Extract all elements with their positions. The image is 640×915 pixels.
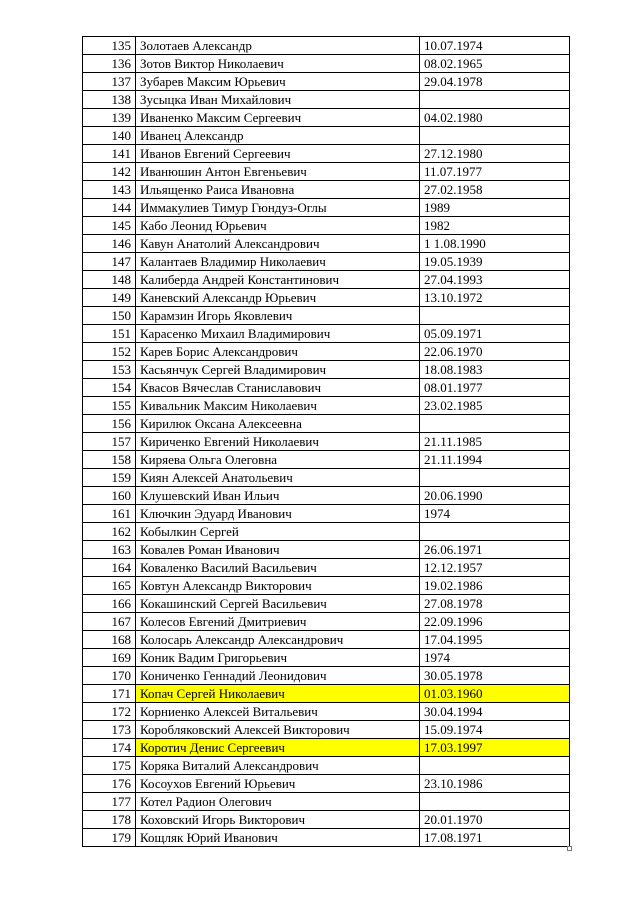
table-row: [83, 73, 570, 91]
person-name: Кобылкин Сергей: [136, 523, 420, 541]
table-row: [83, 505, 570, 523]
birth-date: 20.06.1990: [420, 487, 570, 505]
person-name: Косоухов Евгений Юрьевич: [136, 775, 420, 793]
row-number: 147: [83, 253, 136, 271]
birth-date: [420, 307, 570, 325]
row-number: 158: [83, 451, 136, 469]
person-name: Кирилюк Оксана Алексеевна: [136, 415, 420, 433]
table-row: [83, 199, 570, 217]
table-row: [83, 829, 570, 847]
row-number: 169: [83, 649, 136, 667]
table-row: [83, 649, 570, 667]
row-number: 142: [83, 163, 136, 181]
table-row: [83, 217, 570, 235]
table-row: [83, 451, 570, 469]
person-name: Калантаев Владимир Николаевич: [136, 253, 420, 271]
birth-date: 27.04.1993: [420, 271, 570, 289]
birth-date: 11.07.1977: [420, 163, 570, 181]
table-row: [83, 739, 570, 757]
row-number: 179: [83, 829, 136, 847]
row-number: 146: [83, 235, 136, 253]
table-row: [83, 379, 570, 397]
row-number: 140: [83, 127, 136, 145]
birth-date: 23.02.1985: [420, 397, 570, 415]
birth-date: 08.02.1965: [420, 55, 570, 73]
birth-date: 1974: [420, 649, 570, 667]
row-number: 164: [83, 559, 136, 577]
birth-date: [420, 523, 570, 541]
row-number: 138: [83, 91, 136, 109]
row-number: 143: [83, 181, 136, 199]
birth-date: 15.09.1974: [420, 721, 570, 739]
table-row: [83, 163, 570, 181]
birth-date: 29.04.1978: [420, 73, 570, 91]
row-number: 175: [83, 757, 136, 775]
row-number: 170: [83, 667, 136, 685]
birth-date: 20.01.1970: [420, 811, 570, 829]
table-row: [83, 55, 570, 73]
person-name: Иваненко Максим Сергеевич: [136, 109, 420, 127]
row-number: 174: [83, 739, 136, 757]
person-name: Квасов Вячеслав Станиславович: [136, 379, 420, 397]
row-number: 178: [83, 811, 136, 829]
row-number: 171: [83, 685, 136, 703]
table-row: [83, 721, 570, 739]
person-name: Карасенко Михаил Владимирович: [136, 325, 420, 343]
birth-date: 1982: [420, 217, 570, 235]
table-row: [83, 793, 570, 811]
person-name: Киян Алексей Анатольевич: [136, 469, 420, 487]
person-name: Коробляковский Алексей Викторович: [136, 721, 420, 739]
birth-date: 27.02.1958: [420, 181, 570, 199]
person-name: Зубарев Максим Юрьевич: [136, 73, 420, 91]
table-row: [83, 811, 570, 829]
table-row: [83, 415, 570, 433]
birth-date: [420, 415, 570, 433]
person-name: Иванов Евгений Сергеевич: [136, 145, 420, 163]
table-row: [83, 271, 570, 289]
person-name: Кокашинский Сергей Васильевич: [136, 595, 420, 613]
person-name: Иванюшин Антон Евгеньевич: [136, 163, 420, 181]
row-number: 157: [83, 433, 136, 451]
row-number: 162: [83, 523, 136, 541]
table-row: [83, 559, 570, 577]
person-name: Зотов Виктор Николаевич: [136, 55, 420, 73]
person-name: Карев Борис Александрович: [136, 343, 420, 361]
birth-date: [420, 469, 570, 487]
birth-date: 26.06.1971: [420, 541, 570, 559]
table-row: [83, 307, 570, 325]
person-name: Зусыцка Иван Михайлович: [136, 91, 420, 109]
table-row: [83, 469, 570, 487]
table-row: [83, 523, 570, 541]
birth-date: 01.03.1960: [420, 685, 570, 703]
person-name: Кивальник Максим Николаевич: [136, 397, 420, 415]
table-row: [83, 127, 570, 145]
person-name: Копач Сергей Николаевич: [136, 685, 420, 703]
person-name: Кабо Леонид Юрьевич: [136, 217, 420, 235]
person-name: Коряка Виталий Александрович: [136, 757, 420, 775]
person-name: Кавун Анатолий Александрович: [136, 235, 420, 253]
row-number: 177: [83, 793, 136, 811]
birth-date: 18.08.1983: [420, 361, 570, 379]
birth-date: 27.12.1980: [420, 145, 570, 163]
row-number: 165: [83, 577, 136, 595]
birth-date: 19.05.1939: [420, 253, 570, 271]
birth-date: 30.05.1978: [420, 667, 570, 685]
row-number: 155: [83, 397, 136, 415]
row-number: 161: [83, 505, 136, 523]
person-name: Колосарь Александр Александрович: [136, 631, 420, 649]
birth-date: 19.02.1986: [420, 577, 570, 595]
birth-date: 17.08.1971: [420, 829, 570, 847]
table-row: [83, 361, 570, 379]
birth-date: [420, 91, 570, 109]
person-name: Каневский Александр Юрьевич: [136, 289, 420, 307]
row-number: 136: [83, 55, 136, 73]
row-number: 149: [83, 289, 136, 307]
birth-date: [420, 793, 570, 811]
person-table: [82, 36, 570, 847]
person-name: Калиберда Андрей Константинович: [136, 271, 420, 289]
person-name: Коваленко Василий Васильевич: [136, 559, 420, 577]
table-row: [83, 757, 570, 775]
table-body: [83, 37, 570, 847]
row-number: 148: [83, 271, 136, 289]
table-row: [83, 397, 570, 415]
row-number: 156: [83, 415, 136, 433]
table-row: [83, 577, 570, 595]
table-row: [83, 487, 570, 505]
person-name: Коротич Денис Сергеевич: [136, 739, 420, 757]
table-row: [83, 325, 570, 343]
person-name: Коховский Игорь Викторович: [136, 811, 420, 829]
row-number: 154: [83, 379, 136, 397]
birth-date: 12.12.1957: [420, 559, 570, 577]
birth-date: 21.11.1994: [420, 451, 570, 469]
person-name: Корниенко Алексей Витальевич: [136, 703, 420, 721]
table-end-marker: [567, 846, 572, 851]
table-row: [83, 253, 570, 271]
person-name: Ковтун Александр Викторович: [136, 577, 420, 595]
table-row: [83, 667, 570, 685]
person-name: Колесов Евгений Дмитриевич: [136, 613, 420, 631]
birth-date: 17.03.1997: [420, 739, 570, 757]
birth-date: 10.07.1974: [420, 37, 570, 55]
row-number: 166: [83, 595, 136, 613]
birth-date: 30.04.1994: [420, 703, 570, 721]
birth-date: 1989: [420, 199, 570, 217]
birth-date: 23.10.1986: [420, 775, 570, 793]
person-name: Коник Вадим Григорьевич: [136, 649, 420, 667]
birth-date: 17.04.1995: [420, 631, 570, 649]
birth-date: 1974: [420, 505, 570, 523]
row-number: 163: [83, 541, 136, 559]
birth-date: [420, 757, 570, 775]
table-row: [83, 235, 570, 253]
row-number: 176: [83, 775, 136, 793]
row-number: 172: [83, 703, 136, 721]
person-name: Кощляк Юрий Иванович: [136, 829, 420, 847]
birth-date: 04.02.1980: [420, 109, 570, 127]
birth-date: 1 1.08.1990: [420, 235, 570, 253]
row-number: 152: [83, 343, 136, 361]
row-number: 145: [83, 217, 136, 235]
table-row: [83, 595, 570, 613]
row-number: 144: [83, 199, 136, 217]
row-number: 151: [83, 325, 136, 343]
person-name: Ильященко Раиса Ивановна: [136, 181, 420, 199]
birth-date: 05.09.1971: [420, 325, 570, 343]
row-number: 159: [83, 469, 136, 487]
table-row: [83, 343, 570, 361]
table-row: [83, 685, 570, 703]
birth-date: 27.08.1978: [420, 595, 570, 613]
birth-date: 22.06.1970: [420, 343, 570, 361]
person-name: Золотаев Александр: [136, 37, 420, 55]
row-number: 173: [83, 721, 136, 739]
table-row: [83, 433, 570, 451]
person-name: Котел Радион Олегович: [136, 793, 420, 811]
row-number: 141: [83, 145, 136, 163]
birth-date: 22.09.1996: [420, 613, 570, 631]
table-row: [83, 631, 570, 649]
person-name: Иванец Александр: [136, 127, 420, 145]
table-row: [83, 613, 570, 631]
row-number: 167: [83, 613, 136, 631]
table-row: [83, 289, 570, 307]
row-number: 153: [83, 361, 136, 379]
table-row: [83, 37, 570, 55]
table-row: [83, 775, 570, 793]
person-name: Карамзин Игорь Яковлевич: [136, 307, 420, 325]
birth-date: 13.10.1972: [420, 289, 570, 307]
table-row: [83, 541, 570, 559]
person-name: Касьянчук Сергей Владимирович: [136, 361, 420, 379]
person-name: Кониченко Геннадий Леонидович: [136, 667, 420, 685]
birth-date: [420, 127, 570, 145]
row-number: 137: [83, 73, 136, 91]
table-row: [83, 703, 570, 721]
person-name: Клушевский Иван Ильич: [136, 487, 420, 505]
row-number: 139: [83, 109, 136, 127]
row-number: 160: [83, 487, 136, 505]
row-number: 168: [83, 631, 136, 649]
table-row: [83, 109, 570, 127]
birth-date: 08.01.1977: [420, 379, 570, 397]
birth-date: 21.11.1985: [420, 433, 570, 451]
table-row: [83, 145, 570, 163]
table-row: [83, 181, 570, 199]
row-number: 150: [83, 307, 136, 325]
person-name: Кириченко Евгений Николаевич: [136, 433, 420, 451]
person-name: Ковалев Роман Иванович: [136, 541, 420, 559]
table-row: [83, 91, 570, 109]
row-number: 135: [83, 37, 136, 55]
person-name: Киряева Ольга Олеговна: [136, 451, 420, 469]
person-name: Ключкин Эдуард Иванович: [136, 505, 420, 523]
person-name: Иммакулиев Тимур Гюндуз-Оглы: [136, 199, 420, 217]
